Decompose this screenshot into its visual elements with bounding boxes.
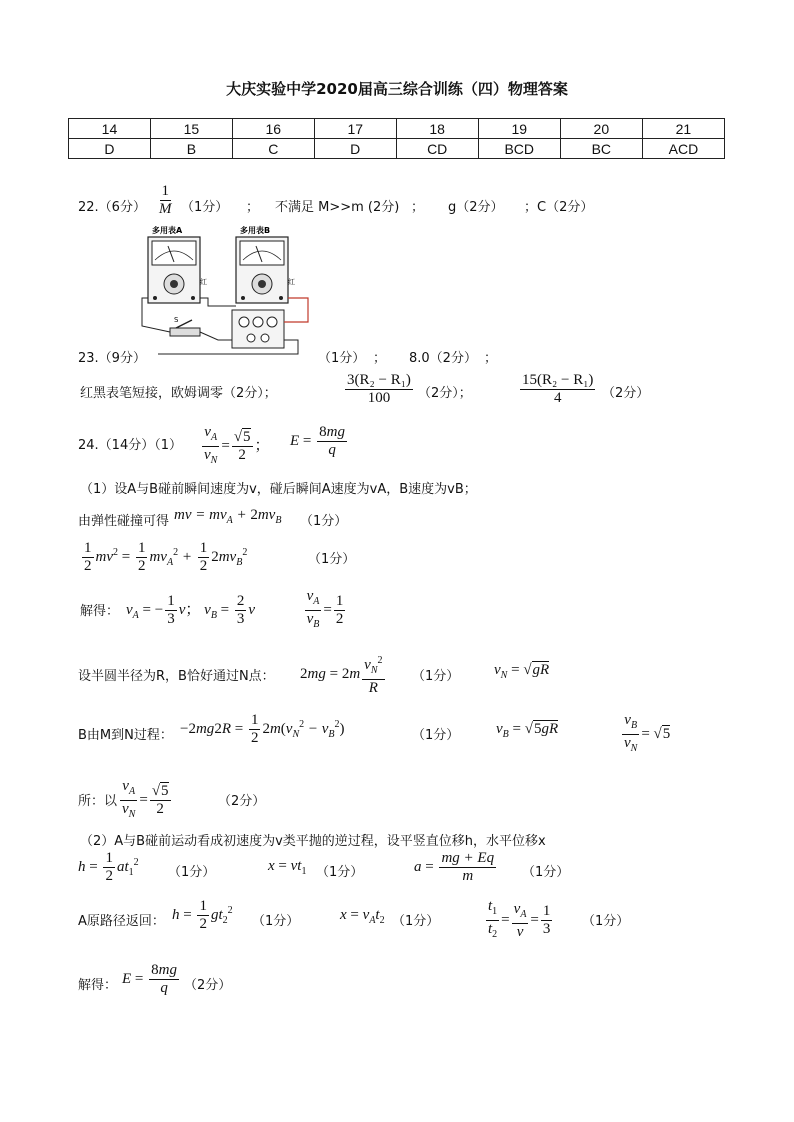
question-number-row bbox=[69, 119, 725, 139]
question-number-cell: 20 bbox=[560, 119, 642, 139]
q24-p10-s1: （1分） bbox=[252, 914, 300, 929]
q23-f1-den: 100 bbox=[367, 390, 391, 406]
q23-f2-score: （2分） bbox=[602, 386, 650, 401]
q23-f2-den: 4 bbox=[553, 390, 562, 406]
multimeter-a bbox=[148, 225, 207, 303]
meter-b-label: 多用表B bbox=[240, 226, 271, 235]
q22-frac-num: 1 bbox=[161, 183, 169, 199]
q24-ratio-eq: $\frac{v_B}{v_N}$ = √5 bbox=[624, 712, 671, 754]
question-number-cell: 15 bbox=[150, 119, 232, 139]
switch bbox=[170, 316, 200, 336]
q24-p5-score: （1分） bbox=[412, 669, 460, 684]
q24-p3-score: （1分） bbox=[308, 552, 356, 567]
answer-cell: CD bbox=[396, 139, 478, 159]
answer-cell: BCD bbox=[478, 139, 560, 159]
q22-score1: （1分） bbox=[181, 200, 229, 215]
q24-energy-eq: $\frac{1}{2}$ $mv^2$ = $\frac{1}{2}$ $mv_A^2$ + $\frac{1}{2}$ $2mv_B^2$ bbox=[84, 540, 248, 574]
switch-label: S bbox=[174, 316, 179, 324]
multimeter-b bbox=[236, 225, 295, 303]
answer-table bbox=[68, 118, 725, 159]
q24-vn-eq: $v_N = √gR$ bbox=[494, 662, 550, 681]
q24-time-ratio-eq: $\frac{t_1}{t_2}$ = $\frac{v_A}{v}$ = $\frac{1}{3}$ bbox=[488, 898, 551, 940]
meter-b-red-label: 红 bbox=[288, 278, 295, 286]
q24-label: 24.（14分）（1） bbox=[78, 438, 182, 453]
resistance-box bbox=[232, 310, 284, 348]
question-number-cell: 18 bbox=[396, 119, 478, 139]
q22-part3: g（2分） bbox=[448, 200, 504, 215]
q24-circular-eq: 2mg = 2m $\frac{v_N^2}{R}$ bbox=[300, 652, 387, 697]
q24-a-eq: a = $\frac{mg + Eq}{m}$ bbox=[414, 850, 495, 884]
answer-cell: C bbox=[232, 139, 314, 159]
question-number-cell: 16 bbox=[232, 119, 314, 139]
q24-p9-s1: （1分） bbox=[168, 865, 216, 880]
q22-fraction bbox=[155, 183, 176, 218]
q22-sep: ； bbox=[246, 200, 260, 215]
q24-p6-score: （1分） bbox=[412, 728, 460, 743]
q22-label: 22.（6分） bbox=[78, 200, 146, 215]
q23-value: 8.0（2分） bbox=[409, 351, 477, 366]
q24-ratio-result: $\frac{v_A}{v_N}$ = $\frac{√5}{2}$ bbox=[122, 778, 169, 820]
q23-sep1: ； bbox=[373, 351, 387, 366]
q24-p6-text: B由M到N过程： bbox=[78, 728, 173, 743]
q22-frac-den: M bbox=[159, 201, 172, 217]
answer-row bbox=[69, 139, 725, 159]
q23-f1-num: 3(R₂ − R₁) bbox=[347, 372, 411, 388]
answer-cell: BC bbox=[560, 139, 642, 159]
q24-p10-text: A原路径返回： bbox=[78, 914, 165, 929]
q24-p5-text: 设半圆半径为R，B恰好通过N点： bbox=[78, 669, 275, 684]
answer-cell: B bbox=[150, 139, 232, 159]
page-title: 大庆实验中学2020届高三综合训练（四）物理答案 bbox=[226, 80, 568, 98]
q24-work-eq: −2mg2R = $\frac{1}{2}$ $2m(v_N^2 - v_B^2)$ bbox=[180, 712, 345, 746]
question-number-cell: 14 bbox=[69, 119, 151, 139]
q24-p4-text: 解得： bbox=[80, 604, 120, 619]
answer-cell: ACD bbox=[642, 139, 724, 159]
q24-p9-s3: （1分） bbox=[522, 865, 570, 880]
circuit-diagram bbox=[138, 222, 318, 362]
q24-p7-score: （2分） bbox=[218, 794, 266, 809]
q24-p2-score: （1分） bbox=[300, 514, 348, 529]
q22-sep2: ； bbox=[411, 200, 425, 215]
meter-a-label: 多用表A bbox=[152, 226, 183, 235]
q24-momentum-eq: mv = $mv_A + 2mv_B$ bbox=[174, 507, 282, 526]
question-number-cell: 21 bbox=[642, 119, 724, 139]
q24-result2: E = $\frac{8mg}{q}$ bbox=[290, 424, 345, 458]
answer-cell: D bbox=[69, 139, 151, 159]
q24-p1: （1）设A与B碰前瞬间速度为v，碰后瞬间A速度为vA，B速度为vB； bbox=[80, 482, 477, 497]
q24-p10-s2: （1分） bbox=[392, 914, 440, 929]
q24-p2-text: 由弹性碰撞可得 bbox=[78, 514, 170, 529]
q23-label: 23.（9分） bbox=[78, 351, 146, 366]
answer-cell: D bbox=[314, 139, 396, 159]
q24-x2-eq: $x = v_At_2$ bbox=[340, 907, 385, 926]
q24-final-eq: E = $\frac{8mg}{q}$ bbox=[122, 962, 177, 996]
q23-fraction1 bbox=[343, 372, 415, 407]
q24-p7-text: 所：以 bbox=[78, 794, 118, 809]
q24-solution-eq: $v_A$ = − $\frac{1}{3}$ v； $v_B$ = $\frac{2}{3}$ v $\frac{v_A}{v_B}$ = $\frac{1}{2}$ bbox=[126, 588, 344, 630]
q24-h2-eq: h = $\frac{1}{2}$ $gt_2^2$ bbox=[172, 898, 233, 932]
q24-p9-s2: （1分） bbox=[316, 865, 364, 880]
q24-result1: $\frac{v_A}{v_N}$ = $\frac{√5}{2}$ ； bbox=[204, 424, 270, 466]
q24-p8: （2）A与B碰前运动看成初速度为v类平抛的逆过程，设平竖直位移h，水平位移x bbox=[80, 834, 546, 849]
question-number-cell: 19 bbox=[478, 119, 560, 139]
meter-a-red-label: 红 bbox=[200, 278, 207, 286]
q23-line2: 红黑表笔短接，欧姆调零（2分）； bbox=[80, 386, 277, 401]
q24-x-eq: $x = vt_1$ bbox=[268, 858, 307, 877]
q23-f1-score: （2分）； bbox=[418, 386, 472, 401]
q24-h-eq: h = $\frac{1}{2}$ $at_1^2$ bbox=[78, 850, 139, 884]
q23-f2-num: 15(R₂ − R₁) bbox=[522, 372, 594, 388]
q23-fraction2 bbox=[518, 372, 597, 407]
q24-p11-text: 解得： bbox=[78, 978, 118, 993]
q22-part2: 不满足 M>>m (2分) bbox=[275, 200, 400, 215]
q23-score1: （1分） bbox=[318, 351, 366, 366]
q24-p11-score: （2分） bbox=[184, 978, 232, 993]
q23-sep2: ； bbox=[484, 351, 498, 366]
q22-part4: ；C（2分） bbox=[524, 200, 594, 215]
q24-vb-eq: $v_B = √5gR$ bbox=[496, 721, 559, 740]
question-number-cell: 17 bbox=[314, 119, 396, 139]
q24-p10-s3: （1分） bbox=[582, 914, 630, 929]
